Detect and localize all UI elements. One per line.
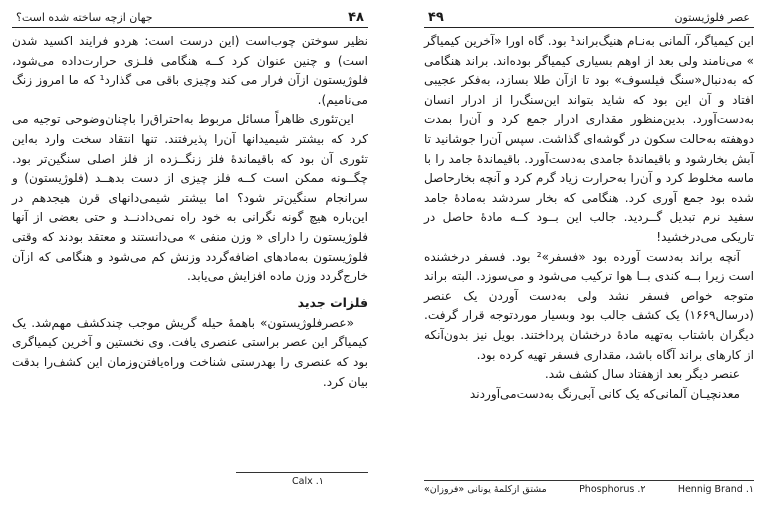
left-page-body (12, 32, 368, 287)
left-section-paragraph-1: «عصرفلوژیستون» باهمۀ حیله گریش موجب چندکشف مهم‌شد. یک کیمیاگر این عصر براستی عنصری یافت. وی نخستین و آخرین کیمیاگری بود که عنصری را بهدرستی شناخت وراه‌یافتن‌وزمان این کشف‌را بدقت بیان کرد. (12, 315, 368, 389)
left-page-number: ۴۸ (348, 10, 364, 25)
right-footnote-2: Phosphorus .۲ (579, 484, 646, 495)
right-footnotes-line (424, 484, 754, 495)
left-running-title: جهان ازچه ساخته شده است؟ (16, 11, 153, 24)
right-paragraph-3: عنصر دیگر بعد ازهفتاد سال کشف شد. (544, 367, 740, 382)
right-page-header (424, 10, 754, 28)
right-page (384, 0, 768, 509)
left-section-body (12, 314, 368, 392)
left-page-header (12, 10, 368, 28)
section-title-new-metals: فلزات جدید (297, 294, 368, 310)
left-footnote-rule (236, 472, 368, 473)
right-page-number: ۴۹ (428, 10, 444, 25)
right-paragraph-2: آنچه براند به‌دست آورده بود «فسفر»² بود. فسفر درخشنده است زیرا بــه کندی بــا هوا ترکیب می‌شود و می‌سوزد. البته براند متوجه خواص فسفر نشد ولی به‌دست آوردن یک عنصر (درسال۱۶۶۹) یک کشف جالب بود وبسیار موردتوجه قرار گرفت. دیگران باشتاب به‌تهیه مادۀ درخشان پرداختند. بویل نیز بدون‌آنکه از کارهای براند آگاه باشد، مقداری فسفر تهیه کرده بود. (424, 249, 754, 362)
right-page-body (424, 32, 754, 404)
right-running-title: عصر فلوژیستون (674, 11, 750, 24)
left-paragraph-2: این‌تئوری ظاهراً مسائل مربوط به‌احتراق‌را با‌چنان‌وضوحی توجیه می کرد که بیشتر شیمیدانها آن‌را پذیرفتند. تنها انتقاد سخت وارد به‌این تئوری آن بود که باقیماندۀ فلز زنگــزده از فلز اصلی سنگین‌تر بود. چگــونه ممکن است کــه فلز چیزی از دست بدهــد (فلوژیستون) و سرانجام سنگین‌تر شود؟ اما بیشتر شیمی‌دانهای قرن هیجدهم در این‌باره هیچ گونه نگرانی به خود راه نمی‌دادنــد و حتی بعضی از آنها فلوژیستون را دارای « وزن منفی » می‌دانستند و معتقد بودند که وقتی فلوژیستون به‌مادهای اضافه‌گردد وزنش کم می‌شود و هنگامی که ازآن خارج‌گردد وزن ماده افزایش می‌یابد. (12, 112, 368, 284)
right-footnote-1: Hennig Brand .۱ (677, 484, 754, 495)
left-paragraph-1: نظیر سوختن چوب‌است (این درست است: هردو فرایند اکسید شدن است) و چنین عنوان کرد کــه هنگامی فلـزی حرارت‌داده می‌شود، فلوژیستون ازآن فرار می کند وچیزی باقی می گذارد¹ که ما امروز زنگ می‌نامیم). (12, 34, 368, 107)
right-footnote-rule (424, 480, 754, 481)
right-paragraph-1: این کیمیاگر، آلمانی به‌نـام هنیگ‌براند¹ بود. گاه اورا «آخرین کیمیاگر » می‌نامند ولی بعد از اوهم بسیاری کیمیاگر بوده‌اند. براند هنگامی که به‌دنبال«سنگ فیلسوف» بود تا ازآن طلا بسازد، به‌فکر عجیبی افتاد و آن این بود که شاید بتواند این‌سنگ‌را از ادرار انسان به‌دست‌آورد. بدین‌منظور مقداری ادرار جمع کرد و آن‌را بمدت دوهفته به‌حالت سکون در گوشه‌ای گذاشت. سپس آن‌را جوشانید تا آبش بخارشود و باقیماندۀ جامدی به‌دست‌آورد. باقیماندۀ جامد را با ماسه مخلوط کرد و آن‌را به‌حرارت زیاد گرم کرد و آنچه بخارحاصل شده بود جمع آوری کرد. هنگامی که بخار سردشد به‌مادۀ جامد سفید نرم تبدیل گــردید. جالب این بــود کــه مادۀ حاصل در تاریکی می‌درخشید! (424, 34, 754, 244)
right-footnote-3-gloss: مشتق ازکلمۀ یونانی «فروزان» (424, 484, 547, 495)
left-footnote-1: Calx .۱ (292, 476, 324, 487)
right-paragraph-4: معدنچیـان آلمانی‌که یک کانی آبی‌رنگ به‌دست‌می‌آوردند (469, 386, 740, 401)
